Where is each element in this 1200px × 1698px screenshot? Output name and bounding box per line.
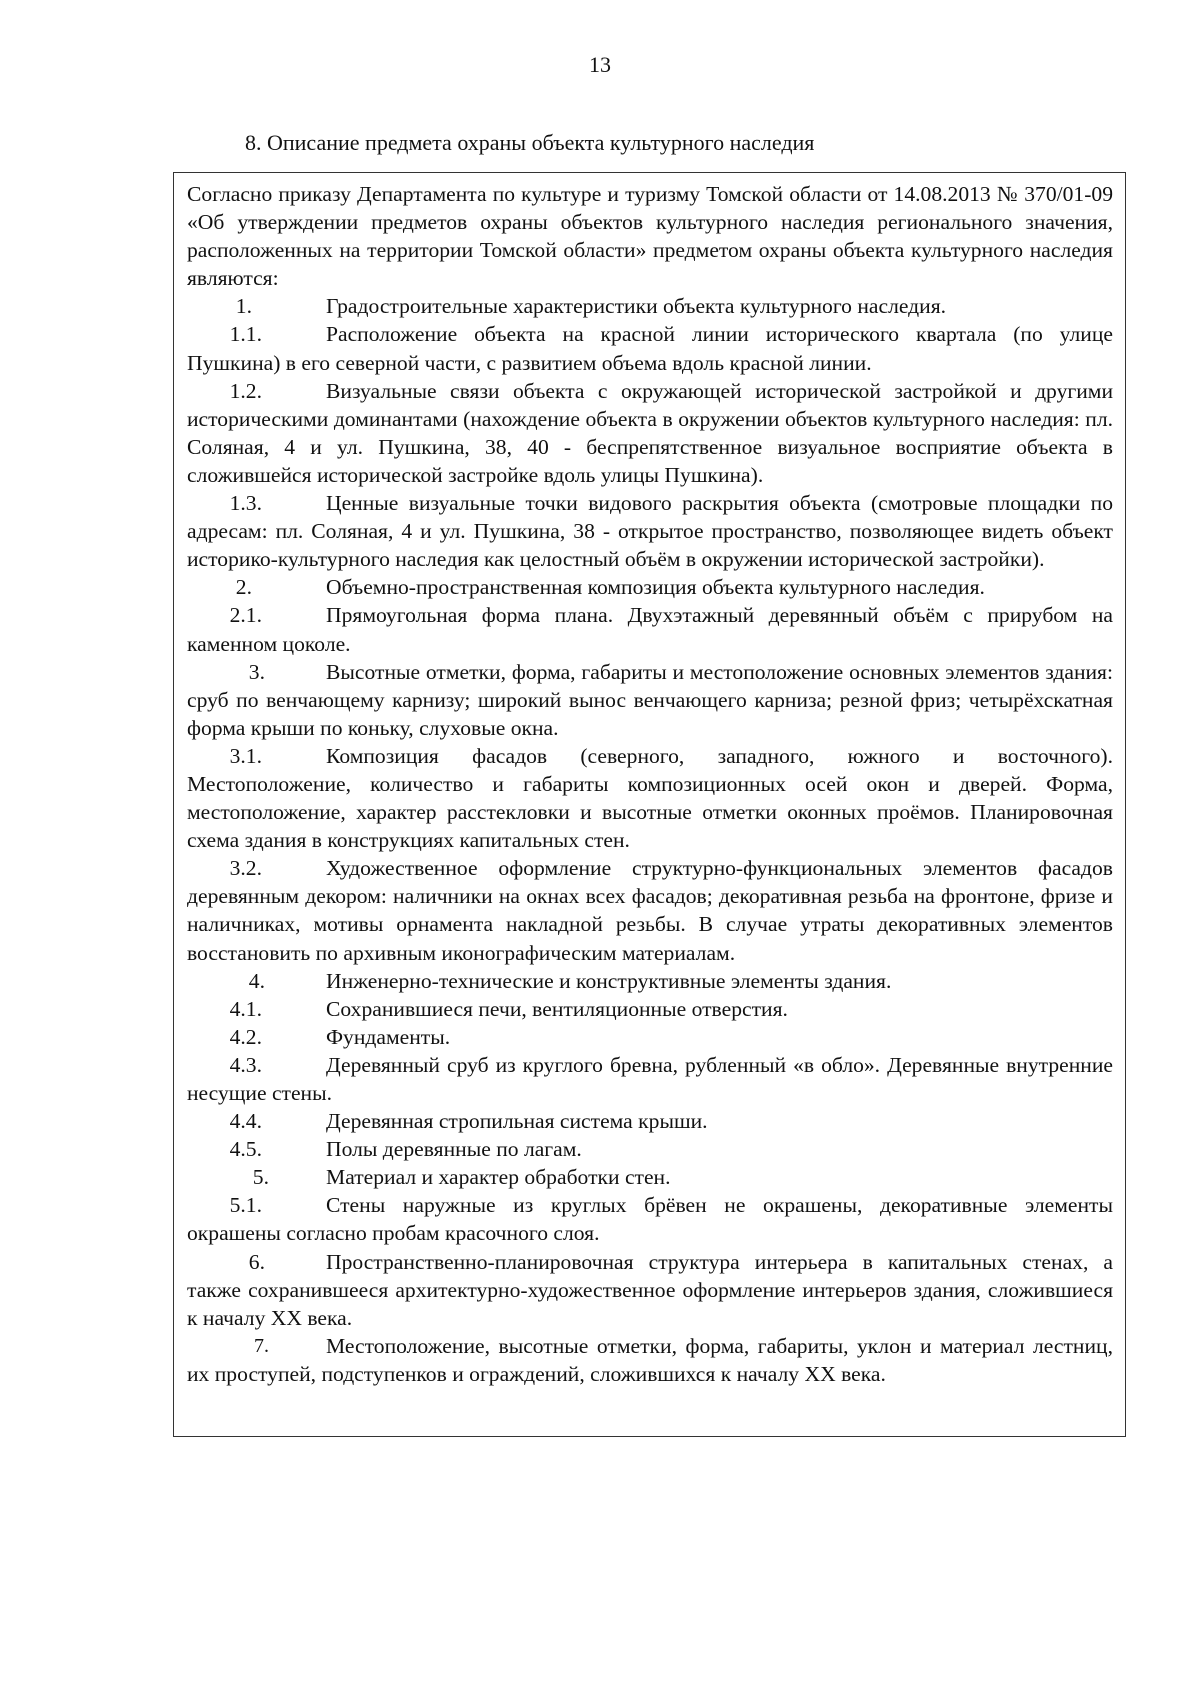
item-text: Пространственно-планировочная структура интерьера в капитальных стенах, а также сохранившееся архитектурно-художественное оформление интерьеров здания, сложившиеся к началу XX века. — [187, 1249, 1113, 1330]
list-item — [187, 742, 1113, 854]
list-item — [187, 320, 1113, 376]
list-item — [187, 377, 1113, 489]
list-item — [187, 601, 1113, 657]
item-number: 3.2. — [229, 856, 262, 881]
list-item — [187, 854, 1113, 966]
item-text: Градостроительные характеристики объекта культурного наследия. — [326, 294, 947, 319]
item-text: Местоположение, высотные отметки, форма, габариты, уклон и материал лестниц, их проступей, подступенков и ограждений, сложившихся к началу XX века. — [187, 1333, 1113, 1386]
list-item — [187, 658, 1113, 742]
list-item — [187, 1248, 1113, 1332]
list-item — [187, 967, 1113, 995]
item-text: Инженерно-технические и конструктивные элементы здания. — [326, 968, 892, 993]
item-number: 5.1. — [229, 1193, 262, 1218]
item-text: Фундаменты. — [326, 1024, 451, 1049]
item-number: 3. — [248, 659, 265, 684]
section-heading: 8. Описание предмета охраны объекта культурного наследия — [245, 130, 815, 155]
item-number: 7. — [254, 1334, 269, 1357]
item-number: 1. — [235, 294, 252, 319]
item-text: Сохранившиеся печи, вентиляционные отверстия. — [326, 996, 788, 1021]
item-text: Деревянный сруб из круглого бревна, рубленный «в обло». Деревянные внутренние несущие стены. — [187, 1052, 1113, 1105]
list-item — [187, 1332, 1113, 1388]
list-item — [187, 1107, 1113, 1135]
item-number: 4.2. — [229, 1024, 262, 1049]
item-number: 5. — [252, 1165, 269, 1190]
protection-subject-box — [173, 172, 1126, 1437]
list-item — [187, 1023, 1113, 1051]
page-number: 13 — [589, 52, 611, 77]
item-number: 3.1. — [229, 743, 262, 768]
intro-paragraph: Согласно приказу Департамента по культуре и туризму Томской области от 14.08.2013 № 370/01-09 «Об утверждении предметов охраны объектов культурного наследия регионального значения, расположенных на территории Томской области» предметом охраны объекта культурного наследия являются: — [187, 182, 1113, 291]
item-number: 4.1. — [229, 996, 262, 1021]
item-number: 4. — [248, 968, 265, 993]
item-number: 4.4. — [229, 1109, 262, 1134]
item-number: 1.2. — [229, 378, 262, 403]
item-number: 2. — [235, 575, 252, 600]
item-text: Материал и характер обработки стен. — [326, 1165, 671, 1190]
item-number: 6. — [248, 1249, 265, 1274]
list-item — [187, 995, 1113, 1023]
item-text: Художественное оформление структурно-функциональных элементов фасадов деревянным декором: наличники на окнах всех фасадов; декоративная резьба на фронтоне, фризе и наличниках, мотивы орнамента накладной резьбы. В случае утраты декоративных элементов восстановить по архивным иконографическим материалам. — [187, 856, 1113, 965]
list-item — [187, 489, 1113, 573]
item-number: 1.1. — [229, 322, 262, 347]
list-item — [187, 1191, 1113, 1247]
list-item — [187, 1051, 1113, 1107]
item-number: 4.3. — [229, 1052, 262, 1077]
item-text: Деревянная стропильная система крыши. — [326, 1109, 708, 1134]
item-number: 4.5. — [229, 1137, 262, 1162]
item-text: Расположение объекта на красной линии исторического квартала (по улице Пушкина) в его северной части, с развитием объема вдоль красной линии. — [187, 322, 1113, 375]
item-number: 2.1. — [229, 603, 262, 628]
item-text: Визуальные связи объекта с окружающей исторической застройкой и другими историческими доминантами (нахождение объекта в окружении объектов культурного наследия: пл. Соляная, 4 и ул. Пушкина, 38, 40 - беспрепятственное визуальное восприятие объекта в сложившейся исторической застройке вдоль улицы Пушкина). — [187, 378, 1113, 487]
list-item — [187, 292, 1113, 320]
item-number: 1.3. — [229, 491, 262, 516]
item-text: Ценные визуальные точки видового раскрытия объекта (смотровые площадки по адресам: пл. Соляная, 4 и ул. Пушкина, 38 - открытое пространство, позволяющее видеть объект историко-культурного наследия как целостный объём в окружении исторической застройки). — [187, 491, 1113, 572]
list-item — [187, 1135, 1113, 1163]
item-text: Композиция фасадов (северного, западного, южного и восточного). Местоположение, количество и габариты композиционных осей окон и дверей. Форма, местоположение, характер расстекловки и высотные отметки оконных проёмов. Планировочная схема здания в конструкциях капитальных стен. — [187, 743, 1113, 853]
item-text: Стены наружные из круглых брёвен не окрашены, декоративные элементы окрашены согласно пробам красочного слоя. — [187, 1193, 1113, 1246]
item-text: Полы деревянные по лагам. — [326, 1137, 582, 1162]
item-text: Высотные отметки, форма, габариты и местоположение основных элементов здания: сруб по венчающему карнизу; широкий вынос венчающего карниза; резной фриз; четырёхскатная форма крыши по коньку, слуховые окна. — [187, 659, 1113, 740]
item-text: Объемно-пространственная композиция объекта культурного наследия. — [326, 575, 985, 600]
list-item — [187, 1163, 1113, 1191]
list-item — [187, 573, 1113, 601]
item-text: Прямоугольная форма плана. Двухэтажный деревянный объём с прирубом на каменном цоколе. — [187, 603, 1113, 656]
